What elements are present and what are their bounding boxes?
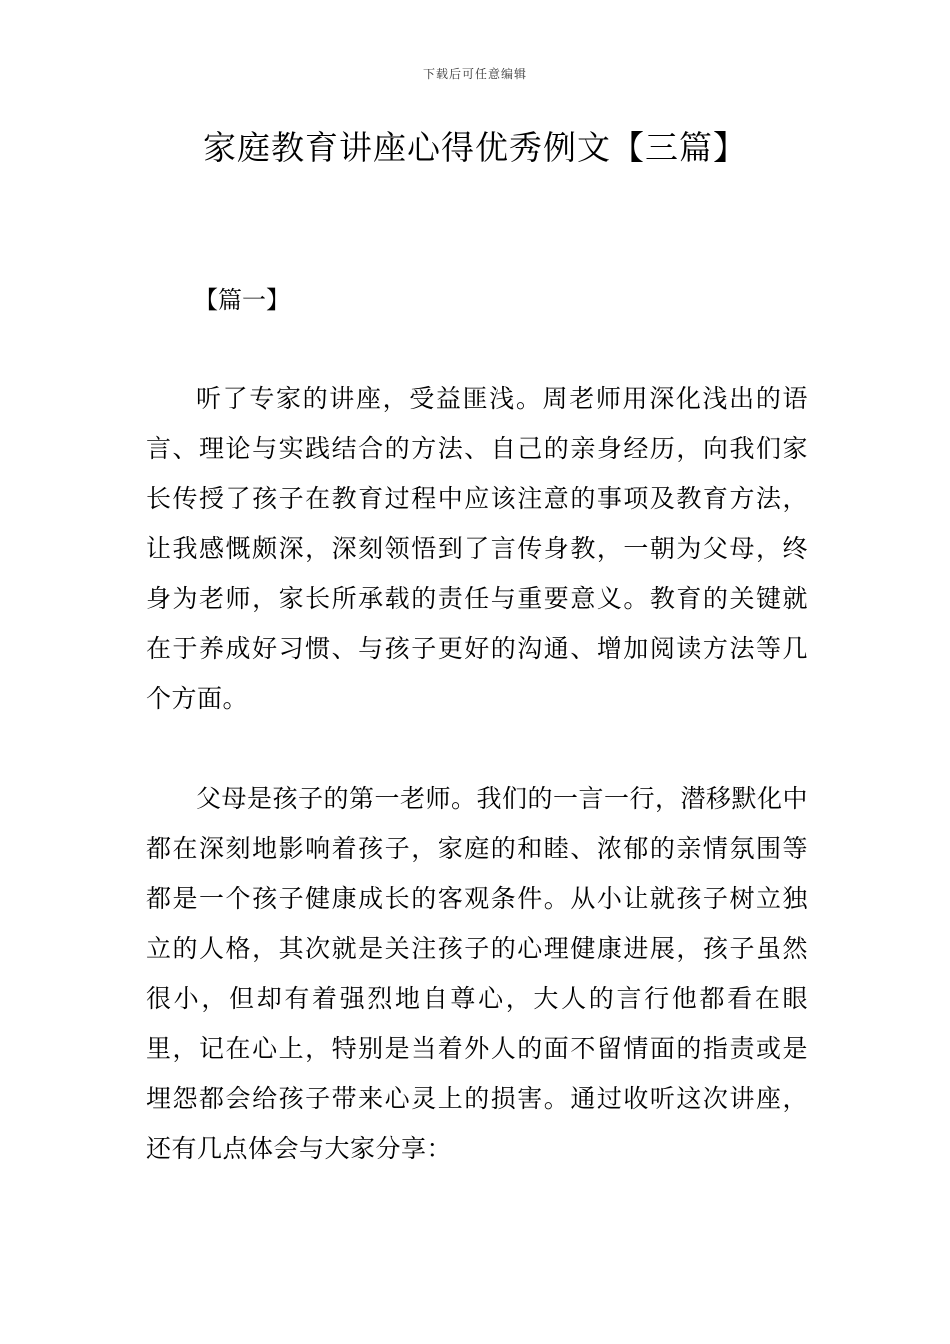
document-title: 家庭教育讲座心得优秀例文【三篇】 bbox=[203, 128, 747, 167]
header-note: 下载后可任意编辑 bbox=[422, 67, 527, 81]
section-heading: 【篇一】 bbox=[194, 286, 290, 314]
paragraph-2: 父母是孩子的第一老师。我们的一言一行，潜移默化中都在深刻地影响着孩子，家庭的和睦、浓郁的亲情氛围等都是一个孩子健康成长的客观条件。从小让就孩子树立独立的人格，其次就是关注孩子的心理健康进展，孩子虽然很小，但却有着强烈地自尊心，大人的言行他都看在眼里，记在心上，特别是当着外人的面不留情面的指责或是埋怨都会给孩子带来心灵上的损害。通过收听这次讲座，还有几点体会与大家分享： bbox=[146, 784, 809, 1163]
paragraph-1: 听了专家的讲座，受益匪浅。周老师用深化浅出的语言、理论与实践结合的方法、自己的亲身经历，向我们家长传授了孩子在教育过程中应该注意的事项及教育方法，让我感慨颇深，深刻领悟到了言传身教，一朝为父母，终身为老师，家长所承载的责任与重要意义。教育的关键就在于养成好习惯、与孩子更好的沟通、增加阅读方法等几个方面。 bbox=[146, 384, 808, 713]
